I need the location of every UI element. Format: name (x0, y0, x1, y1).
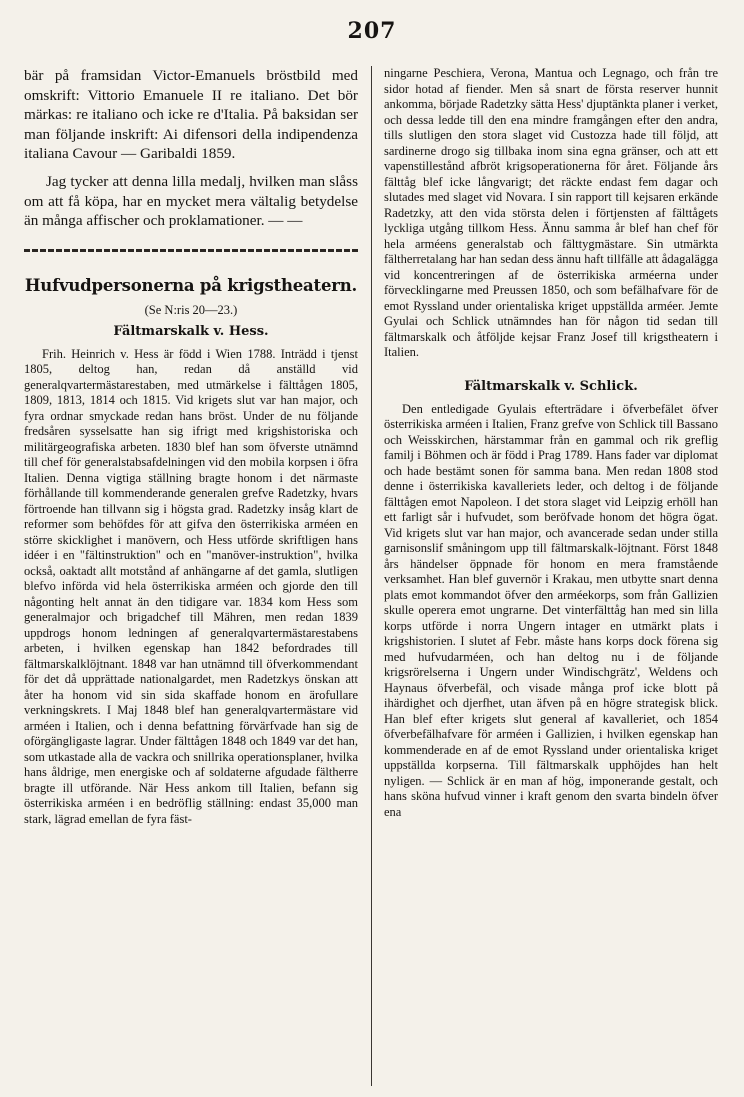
hess-biography: Frih. Heinrich v. Hess är född i Wien 1788. Inträdd i tjenst 1805, deltog han, redan då anställd vid generalqvartermästarestaben, med utmärkelse i fälttågen 1805, 1809, 1813, 1814 och 1815. Vid krigets slut var han major, och fyra ordnar smyckade redan hans bröst. Under de nu följande fredsåren sysselsatte han sig ifrigt med krigshistoriska och militärgeografiska arbeten. 1830 blef han som öfverste utnämnd till chef för generalstabsafdelningen vid den mobila korpsen i öfra Italien. Denna vigtiga ställning bragte honom i det närmaste förhållande till kommenderande generalen grefve Radetzky, hvars förtroende han tillvann sig i högsta grad. Radetzky insåg klart de reformer som behöfdes för att gifva den österrikiska arméen en större skicklighet i manövern, och Hess utförde skriftligen hans idéer i en "fältinstruktion" och en "manöver-instruktion", hvilka också, oaktadt allt motstånd af anhängarne af det gamla, slutligen blefvo införda vid hela österrikiska arméen och gjorde den till någonting helt annat än den tidigare var. 1834 kom Hess som generalmajor och brigadchef till Mähren, men redan 1839 uppdrogs honom ledningen af generalqvartermästarestabens arbeten, i hvilken egenskap han 1842 befordrades till fältmarskalklöjtnant. 1848 var han utnämnd till öfverkommendant för det då upprättade nationalgardet, men Radetzkys önskan att åter ha honom vid sin sida skaffade honom en ärofullare verkningskrets. I Maj 1848 blef han generalqvartermästare vid arméen i Italien, och i denna befattning förvärfvade han sig de oförgängligaste lagrar. Under fälttågen 1848 och 1849 var det han, som utkastade alla de vackra och snillrika operationsplaner, hvilka hans åldrige, men energiske och af soldaterne afgudade fältherre bragte ill utförande. När Hess ankom till Italien, befann sig österrikiska arméen i en bedröflig ställning: endast 35,000 man stark, lägrad emellan de fyra fäst- (24, 346, 358, 826)
intro-paragraph-1: bär på framsidan Victor-Emanuels bröstbild med omskrift: Vittorio Emanuele II re italiano. Det bör märkas: re italiano och icke re d'Italia. På baksidan ser man följande inskrift: Ai difensori della indipendenza italiana Cavour — Garibaldi 1859. (24, 67, 358, 163)
subsection-title-hess: Fältmarskalk v. Hess. (113, 323, 269, 339)
see-note: (Se N:ris 20—23.) (144, 302, 238, 317)
subsection-title-schlick: Fältmarskalk v. Schlick. (464, 378, 638, 394)
right-column (384, 66, 718, 1088)
section-separator (24, 249, 358, 252)
section-title: Hufvudpersonerna på krigstheatern. (24, 275, 358, 295)
schlick-biography: Den entledigade Gyulais efterträdare i öfverbefälet öfver österrikiska arméen i Italien, Franz grefve von Schlick till Bassano och Weisskirchen, härstammar från en gammal och rik greflig familj i Böhmen och är född i Prag 1789. Hans fader var diplomat och hade bestämt sonen för samma bana. Men redan 1808 stod denne i österrikiska kavalleriets leder, och deltog i de följande fälttågen emot Napoleon. I det stora slaget vid Leipzig erhöll han ett farligt sår i hufvudet, som beröfvade honom det högra ögat. Vid krigets slut var han major, och avancerade sedan under stilla garnisonslif småningom upp till fältmarskalk-löjtnant. Först 1848 års händelser öppnade för honom en mera framstående verksamhet. Han blef guvernör i Krakau, men utbytte snart denna plats emot kommandot öfver den arméekorps, som från Gallizien skulle operera emot ungrarne. Det vinterfälttåg han med sin lilla korps utförde i norra Ungern intager en utmärkt plats i krigshistorien. I slutet af Febr. måste hans korps dock förena sig med hufvudarméen, och han deltog nu i de följande krigsrörelserna i Ungern under Windischgrätz', Weldens och Haynaus öfverbefäl, och visade många prof icke blott på ihärdighet och djerfhet, utan äfven på en högre strategisk blick. Han blef efter krigets slut general af kavalleriet, och 1854 öfverbefälhafvare för arméen i Gallizien, i hvilken egenskap han kommenderade en af de emot Ryssland under orientaliska kriget uppställda korpserna. Till fältmarskalk upphöjdes han helt nyligen. — Schlick är en man af hög, imponerande gestalt, och hans sköna hufvud vinner i kraft genom den svarta bindeln öfver ena (384, 401, 718, 819)
left-column (24, 66, 358, 1088)
hess-biography-continued: ningarne Peschiera, Verona, Mantua och Legnago, och från tre sidor hotad af fiender. Men så snart de första reserver hunnit ankomma, började Radetzky sätta Hess' djuptänkta planer i verket, och dessa ledde till den ena mindre framgången efter den andra, tills slutligen den stora slaget vid Custozza hade till följd, att sardinerne drogo sig tillbaka inom sina egna gränser, och att ett vapenstillestånd afbröt krigsoperationerna för året. Följande års fälttåg blef icke långvarigt; det räckte endast fem dagar och slutades med slaget vid Novara. I sin rapport till kejsaren erkände Radetzky, att den vida största delen i förtjensten af fälttågets lyckliga utgång tillkom Hess. Ännu samma år blef han chef för hela arméens generalstab och fälttygmästare. Sin utmärkta fältherretalang har han sedan dess ännu haft tillfälle att ådagalägga vid koncentreringen af de österrikiska arméerna under förvecklingarne med Preussen 1850, och som befälhafvare för de emot Ryssland under orientaliska kriget uppställda arméer. Jemte Gyulai och Schlick utnämndes han för någon tid sedan till fältmarskalk och åtföljde kejsar Franz Josef till krigstheatern i Italien. (384, 66, 718, 359)
intro-paragraph-2: Jag tycker att denna lilla medalj, hvilken man slåss om att få köpa, har en mycket mera vältalig betydelse än många affischer och proklamationer. — — (24, 172, 358, 230)
page-number: 207 (347, 18, 397, 44)
column-divider (371, 66, 372, 1086)
